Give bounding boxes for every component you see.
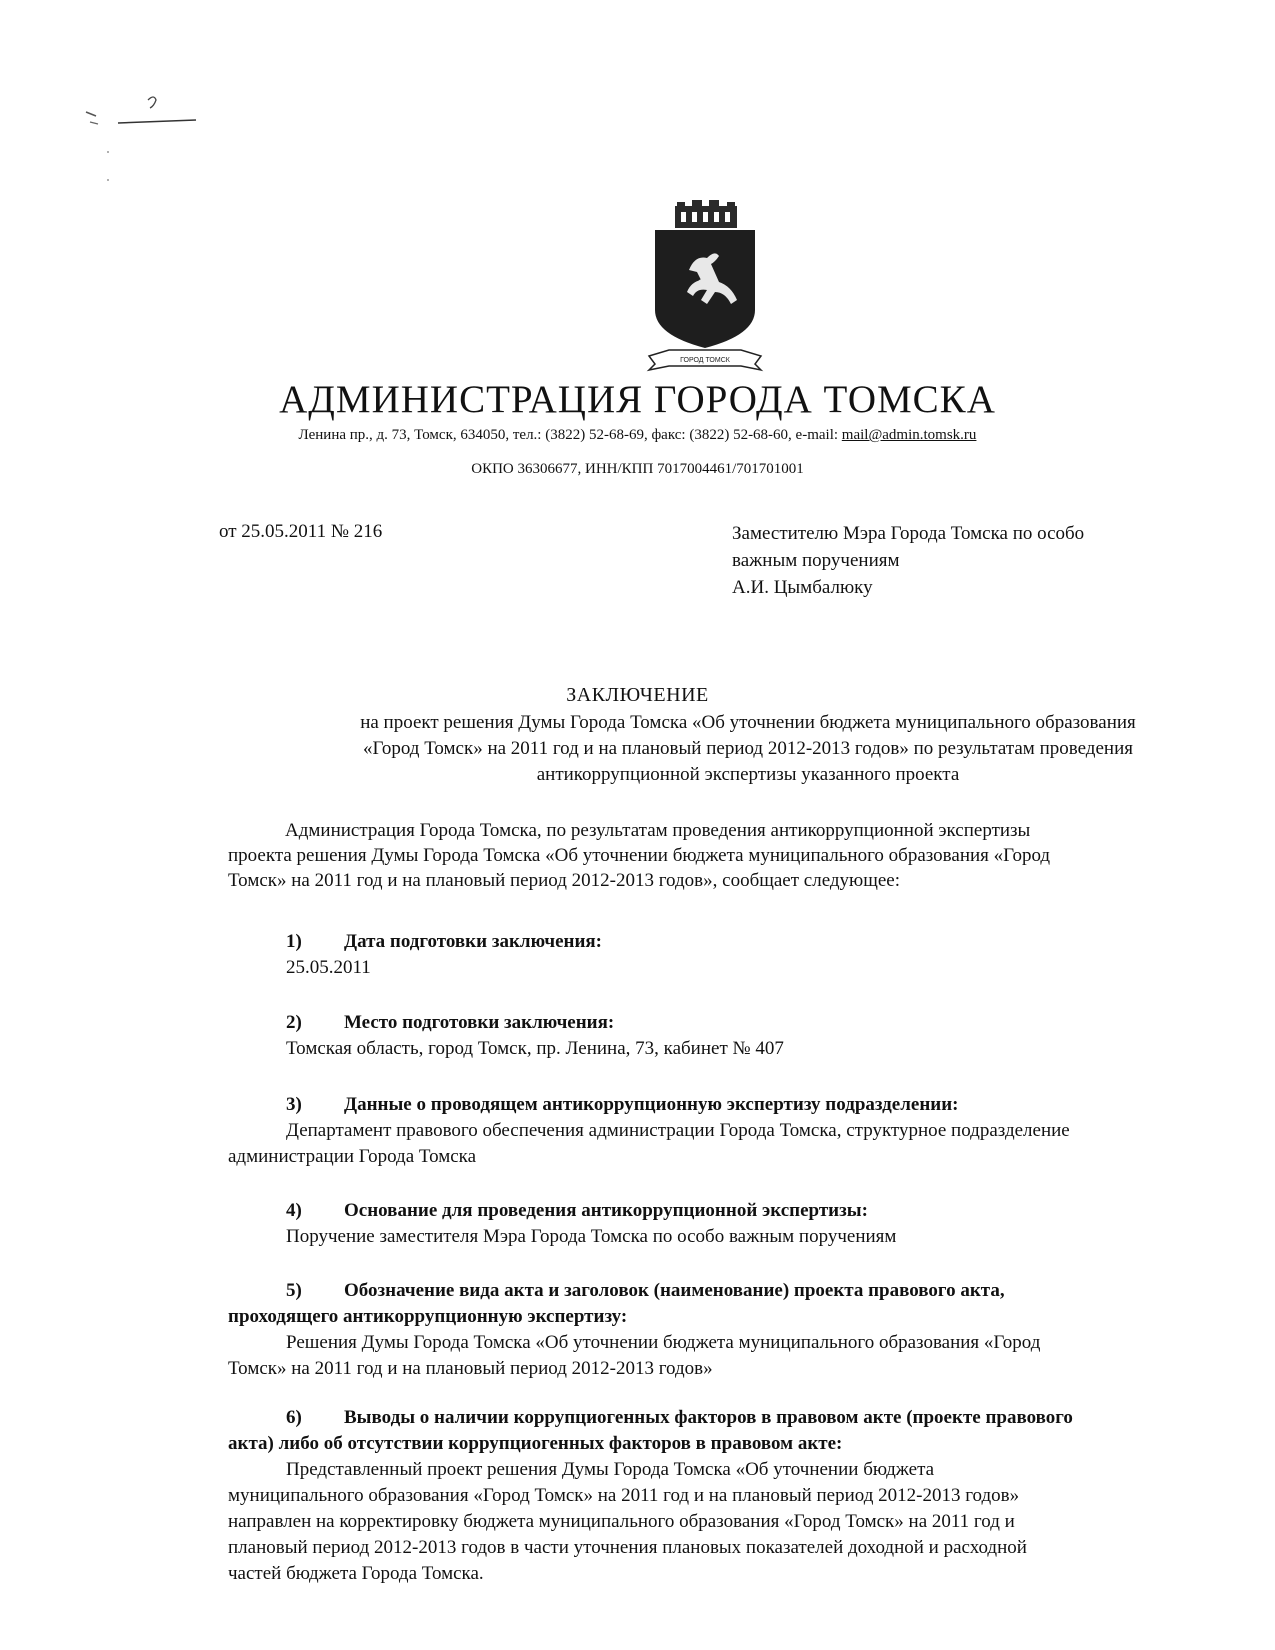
section-content: направлен на корректировку бюджета муниципального образования «Город Томск» на 2011 год и — [228, 1511, 1015, 1532]
paragraph-line: Томск» на 2011 год и на плановый период 2012-2013 годов», сообщает следующее: — [228, 870, 901, 891]
subtitle-line: «Город Томск» на 2011 год и на плановый период 2012-2013 годов» по результатам проведения — [363, 738, 1133, 759]
section-4 — [228, 1198, 1268, 1250]
section-content: 25.05.2011 — [286, 957, 371, 978]
section-content: Томская область, город Томск, пр. Ленина, 73, кабинет № 407 — [286, 1038, 784, 1059]
emblem-motto: ГОРОД ТОМСК — [680, 357, 730, 364]
section-number: 4) — [286, 1200, 302, 1221]
section-heading: Обозначение вида акта и заголовок (наименование) проекта правового акта, — [344, 1280, 1005, 1301]
section-6 — [228, 1405, 1268, 1587]
recipient-line: важным поручениям — [732, 550, 900, 571]
section-5 — [228, 1278, 1268, 1382]
section-heading-cont: проходящего антикоррупционную экспертизу: — [228, 1306, 628, 1327]
section-1 — [228, 929, 1268, 981]
section-content: частей бюджета Города Томска. — [228, 1563, 484, 1584]
organization-codes: ОКПО 36306677, ИНН/КПП 7017004461/701701001 — [471, 461, 804, 477]
section-2 — [228, 1010, 1268, 1062]
subtitle-line: на проект решения Думы Города Томска «Об уточнении бюджета муниципального образования — [360, 712, 1136, 733]
recipient-name: А.И. Цымбалюку — [732, 577, 873, 598]
section-content: муниципального образования «Город Томск» на 2011 год и на плановый период 2012-2013 годов» — [228, 1485, 1020, 1506]
contacts-text: Ленина пр., д. 73, Томск, 634050, тел.: (3822) 52-68-69, факс: (3822) 52-68-60, e-mail: — [298, 427, 842, 443]
section-heading: Выводы о наличии коррупциогенных факторов в правовом акте (проекте правового — [344, 1407, 1073, 1428]
section-number: 1) — [286, 931, 302, 952]
recipient-line: Заместителю Мэра Города Томска по особо — [732, 523, 1085, 544]
document-subtitle — [228, 710, 1268, 788]
section-3 — [228, 1092, 1268, 1170]
section-content: администрации Города Томска — [228, 1146, 477, 1167]
recipient-block — [732, 520, 1202, 601]
organization-contacts — [0, 426, 1275, 444]
section-number: 3) — [286, 1094, 302, 1115]
section-content: Департамент правового обеспечения администрации Города Томска, структурное подразделение — [286, 1120, 1070, 1141]
section-heading: Основание для проведения антикоррупционной экспертизы: — [344, 1200, 868, 1221]
intro-paragraph — [228, 818, 1268, 893]
paragraph-line: проекта решения Думы Города Томска «Об уточнении бюджета муниципального образования «Город — [228, 845, 1051, 866]
paragraph-line: Администрация Города Томска, по результатам проведения антикоррупционной экспертизы — [285, 820, 1031, 841]
section-heading-cont: акта) либо об отсутствии коррупциогенных факторов в правовом акте: — [228, 1433, 843, 1454]
email-link[interactable]: mail@admin.tomsk.ru — [841, 427, 977, 443]
section-content: Решения Думы Города Томска «Об уточнении бюджета муниципального образования «Город — [286, 1332, 1041, 1353]
section-content: плановый период 2012-2013 годов в части уточнения плановых показателей доходной и расходной — [228, 1537, 1027, 1558]
organization-title: АДМИНИСТРАЦИЯ ГОРОДА ТОМСКА — [279, 378, 996, 421]
section-number: 5) — [286, 1280, 302, 1301]
section-content: Поручение заместителя Мэра Города Томска по особо важным поручениям — [286, 1226, 897, 1247]
section-number: 6) — [286, 1407, 302, 1428]
handwritten-mark — [78, 90, 208, 190]
outgoing-number: от 25.05.2011 № 216 — [219, 521, 383, 542]
section-heading: Данные о проводящем антикоррупционную экспертизу подразделении: — [344, 1094, 959, 1115]
section-heading: Место подготовки заключения: — [344, 1012, 615, 1033]
section-heading: Дата подготовки заключения: — [344, 931, 603, 952]
section-content: Представленный проект решения Думы Города Томска «Об уточнении бюджета — [286, 1459, 935, 1480]
section-content: Томск» на 2011 год и на плановый период 2012-2013 годов» — [228, 1358, 713, 1379]
section-number: 2) — [286, 1012, 302, 1033]
coat-of-arms-emblem — [645, 200, 765, 375]
document-title: ЗАКЛЮЧЕНИЕ — [566, 684, 709, 706]
subtitle-line: антикоррупционной экспертизы указанного проекта — [536, 764, 960, 785]
